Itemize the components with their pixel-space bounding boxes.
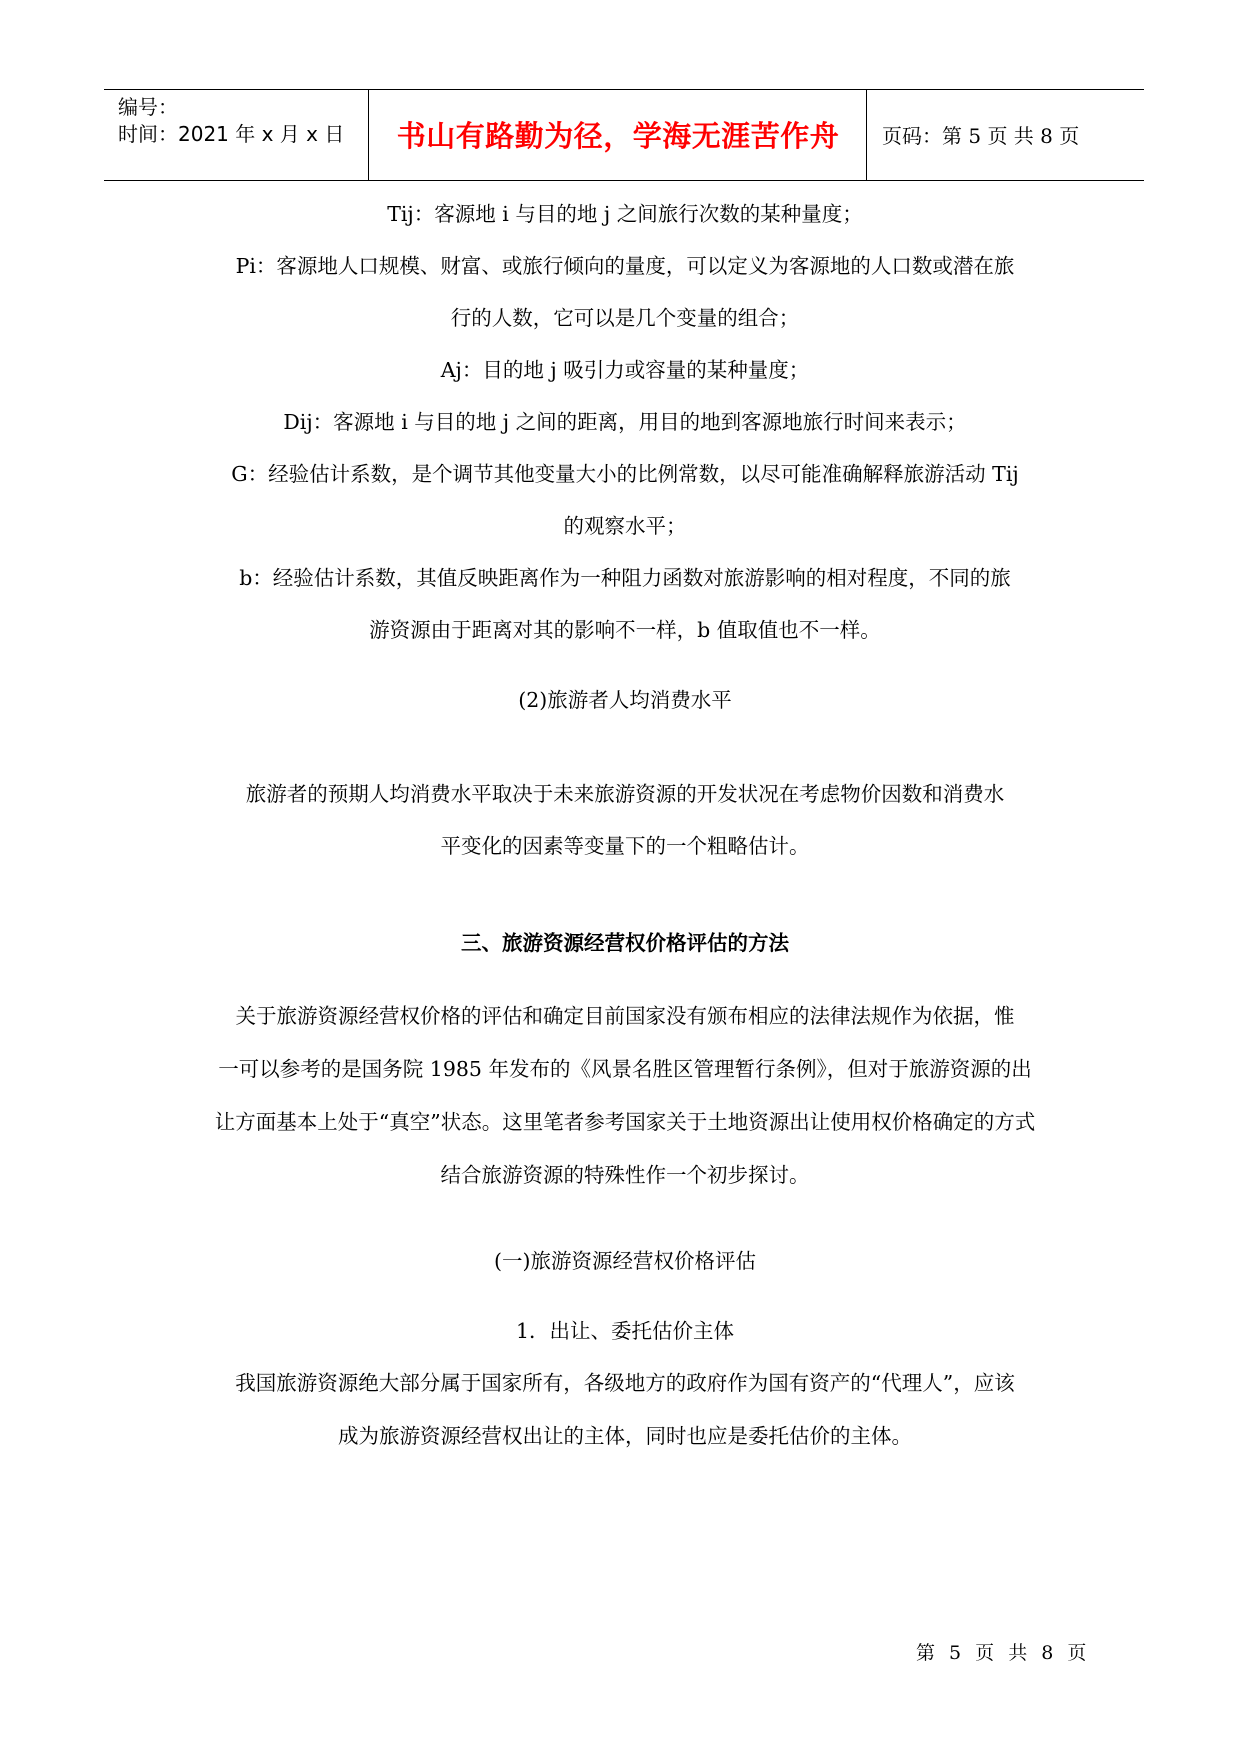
section3-line3: 让方面基本上处于“真空”状态。这里笔者参考国家关于土地资源出让使用权价格确定的方式 (214, 1110, 1036, 1134)
header-motto: 书山有路勤为径，学海无涯苦作舟 (396, 119, 840, 153)
definition-b-line2: 游资源由于距离对其的影响不一样，b 值取值也不一样。 (369, 618, 881, 642)
header-divider-left (368, 90, 369, 180)
header-page-info: 页码：第 5 页 共 8 页 (882, 124, 1080, 148)
header-divider-right (866, 90, 867, 180)
definition-b-line1: b：经验估计系数，其值反映距离作为一种阻力函数对旅游影响的相对程度，不同的旅 (239, 566, 1011, 590)
page-header (104, 89, 1144, 181)
page-footer: 第 5 页 共 8 页 (916, 1642, 1091, 1664)
section3-line2: 一可以参考的是国务院 1985 年发布的《风景名胜区管理暂行条例》，但对于旅游资源的出 (218, 1057, 1032, 1081)
subsection-para-line1: 我国旅游资源绝大部分属于国家所有，各级地方的政府作为国有资产的“代理人”，应该 (235, 1371, 1015, 1395)
section2-line2: 平变化的因素等变量下的一个粗略估计。 (440, 834, 810, 858)
section2-heading: (2)旅游者人均消费水平 (518, 688, 732, 712)
definition-g-line1: G：经验估计系数，是个调节其他变量大小的比例常数，以尽可能准确解释旅游活动 Tij (231, 462, 1019, 486)
definition-tij: Tij：客源地 i 与目的地 j 之间旅行次数的某种量度； (387, 202, 863, 226)
definition-g-line2: 的观察水平； (563, 514, 687, 538)
subsection-item-heading: 1．出让、委托估价主体 (515, 1319, 735, 1343)
document-number-label: 编号： (118, 95, 178, 119)
document-time-label: 时间：2021 年 x 月 x 日 (118, 122, 345, 146)
section3-line4: 结合旅游资源的特殊性作一个初步探讨。 (440, 1163, 810, 1187)
definition-pi-line1: Pi：客源地人口规模、财富、或旅行倾向的量度，可以定义为客源地的人口数或潜在旅 (235, 254, 1015, 278)
section3-heading: 三、旅游资源经营权价格评估的方法 (461, 931, 789, 955)
definition-aj: Aj：目的地 j 吸引力或容量的某种量度； (440, 358, 810, 382)
definition-pi-line2: 行的人数，它可以是几个变量的组合； (450, 306, 800, 330)
section3-line1: 关于旅游资源经营权价格的评估和确定目前国家没有颁布相应的法律法规作为依据，惟 (235, 1004, 1015, 1028)
subsection-heading: (一)旅游资源经营权价格评估 (494, 1249, 756, 1273)
section2-line1: 旅游者的预期人均消费水平取决于未来旅游资源的开发状况在考虑物价因数和消费水 (245, 782, 1005, 806)
definition-dij: Dij：客源地 i 与目的地 j 之间的距离，用目的地到客源地旅行时间来表示； (283, 410, 967, 434)
subsection-para-line2: 成为旅游资源经营权出让的主体，同时也应是委托估价的主体。 (338, 1424, 912, 1448)
header-meta (118, 94, 344, 148)
